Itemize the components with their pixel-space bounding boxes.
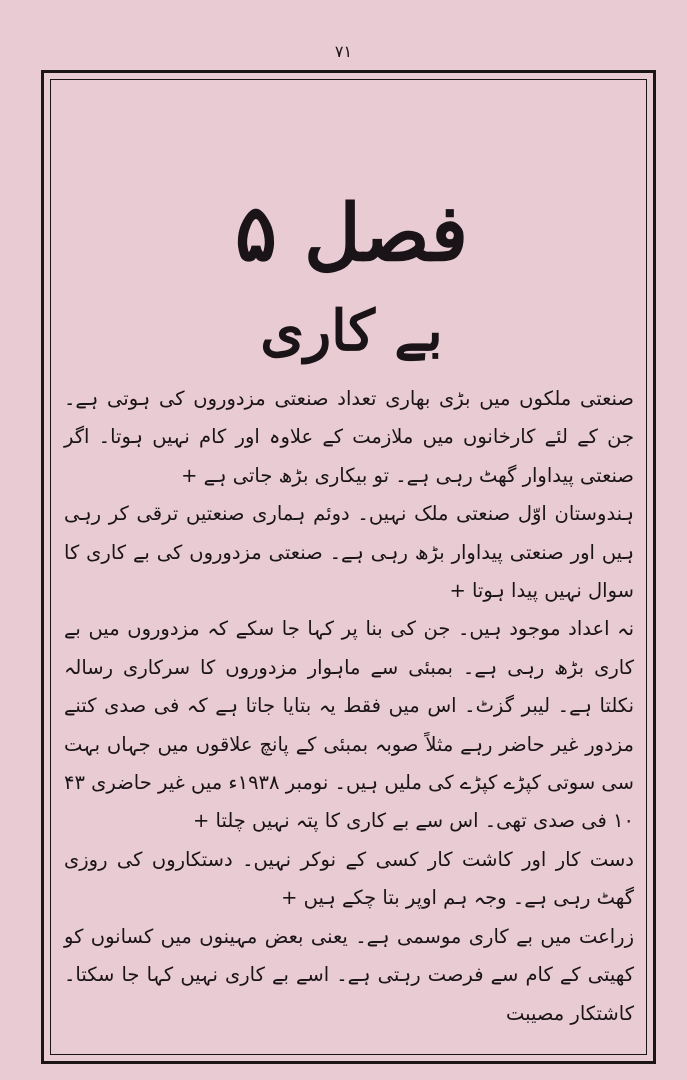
page-number: ٧١ xyxy=(334,42,353,61)
paragraph-3: نہ اعداد موجود ہیں۔ جن کی بنا پر کہا جا سکے کہ مزدوروں میں بے کاری بڑھ رہی ہے۔ بمبئی سے ماہوار مزدوروں کا سرکاری رسالہ نکلتا ہے۔ لیبر گزٹ۔ اس میں فقط یہ بتایا جاتا ہے کہ فی صدی کتنے مزدور غیر حاضر رہے مثلاً صوبہ بمبئی کے پانچ علاقوں میں جہاں بہت سی سوتی کپڑے کپڑے کی ملیں ہیں۔ نومبر ۱۹۳۸ء میں غیر حاضری ۴۳ ۱۰ فی صدی تھی۔ اس سے بے کاری کا پتہ نہیں چلتا + xyxy=(64,617,634,833)
chapter-heading: فصل ۵ xyxy=(234,188,469,279)
paragraph-4: دست کار اور کاشت کار کسی کے نوکر نہیں۔ دستکاروں کی روزی گھٹ رہی ہے۔ وجہ ہم اوپر بتا چکے ہیں + xyxy=(64,847,634,910)
chapter-title: بے کاری xyxy=(260,298,443,364)
paragraph-5: زراعت میں بے کاری موسمی ہے۔ یعنی بعض مہینوں میں کسانوں کو کھیتی کے کام سے فرصت رہتی ہے۔ اسے بے کاری نہیں کہا جا سکتا۔ کاشتکار مصیبت xyxy=(64,924,634,1025)
paragraph-2: ہندوستان اوّل صنعتی ملک نہیں۔ دوئم ہماری صنعتیں ترقی کر رہی ہیں اور صنعتی پیداوار بڑھ رہی ہے۔ صنعتی مزدوروں کی بے کاری کا سوال نہیں پیدا ہوتا + xyxy=(64,502,634,603)
page-border-outer xyxy=(41,70,656,1064)
paragraph-1: صنعتی ملکوں میں بڑی بھاری تعداد صنعتی مزدوروں کی ہوتی ہے۔ جن کے لئے کارخانوں میں ملازمت کے علاوہ اور کام نہیں ہوتا۔ اگر صنعتی پیداوار گھٹ رہی ہے۔ تو بیکاری بڑھ جاتی ہے + xyxy=(64,387,634,487)
body-text xyxy=(64,380,634,1033)
